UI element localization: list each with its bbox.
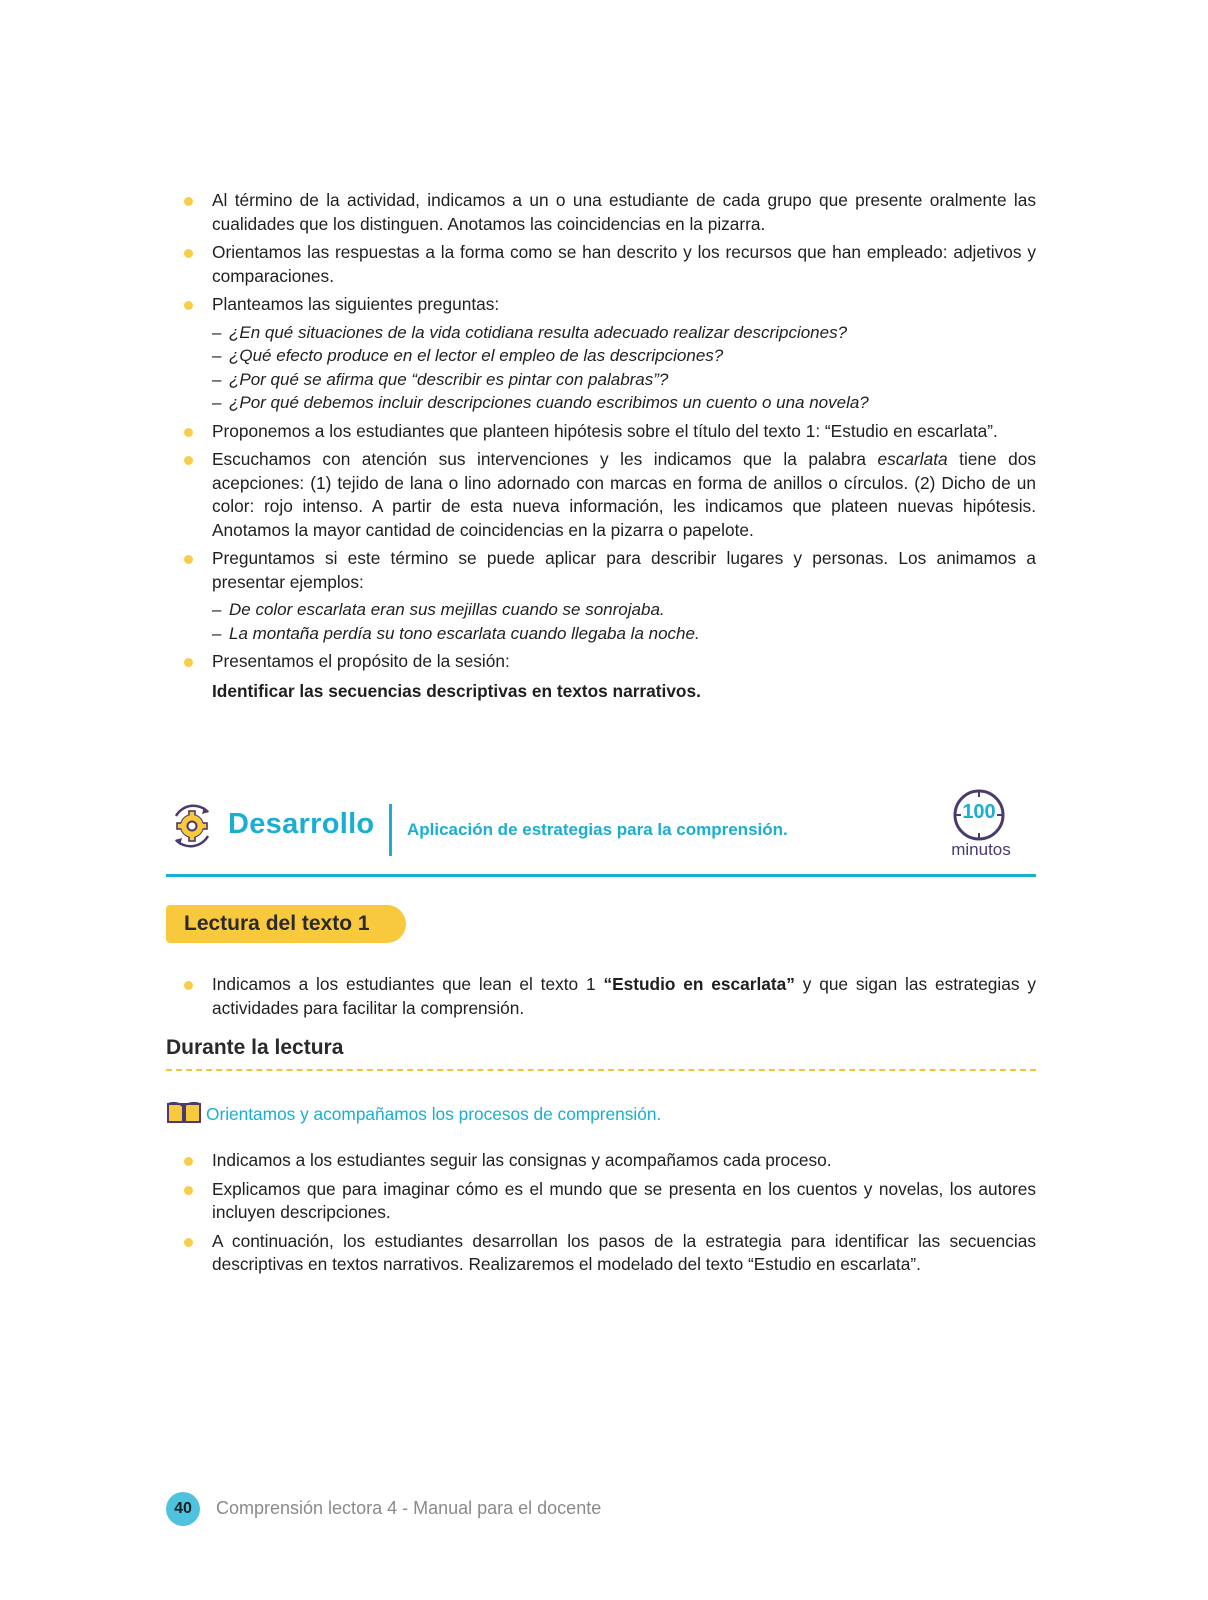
timer-unit-label: minutos [951,840,1011,859]
item-text: tiene dos acepciones: (1) tejido de lana o lino adornado con marcas en forma de anillos o círculos. (2) Dicho de un color: rojo intenso. A partir de esta nueva información, les indicamos que plateen nuevas hipótesis. Anotamos la mayor cantidad de coincidencias en la pizarra o papelote. [212,449,1036,540]
process-note-text: Orientamos y acompañamos los procesos de comprensión. [206,1104,662,1124]
example-list [212,598,1036,645]
dash-mark: – [212,623,222,643]
dashed-divider [166,1069,1036,1071]
bullet-dot-icon [184,1238,193,1247]
list-item [166,241,1036,288]
during-list [166,1149,1036,1282]
list-item [166,1178,1036,1225]
question-item [212,321,1036,345]
item-text: Escuchamos con atención sus intervenciones y les indicamos que la palabra [212,449,878,469]
item-text: Indicamos a los estudiantes que lean el texto 1 [212,974,604,994]
item-text: Orientamos las respuestas a la forma como se han descrito y los recursos que han empleado: adjetivos y comparaciones. [212,242,1036,286]
section-rule [166,874,1036,877]
section-title: Desarrollo [228,808,375,840]
question-item [212,344,1036,368]
reading-list [166,973,1036,1025]
question-text: ¿Qué efecto produce en el lector el empleo de las descripciones? [229,346,724,365]
text-title-reference: “Estudio en escarlata” [603,974,795,994]
list-item [166,547,1036,645]
item-text: A continuación, los estudiantes desarrollan los pasos de la estrategia para identificar las secuencias descriptivas en textos narrativos. Realizaremos el modelado del texto “Estudio en escarlata”. [212,1230,1036,1274]
list-item [166,973,1036,1020]
section-subtitle: Aplicación de estrategias para la comprensión. [407,820,788,839]
dash-mark: – [212,346,222,365]
gear-cycle-icon [166,800,218,852]
desarrollo-header [166,788,1036,878]
item-text: Planteamos las siguientes preguntas: [212,294,500,314]
example-text: De color escarlata eran sus mejillas cuando se sonrojaba. [229,600,665,619]
list-item [166,650,1036,703]
item-text: Presentamos el propósito de la sesión: [212,651,510,671]
item-text: Explicamos que para imaginar cómo es el mundo que se presenta en los cuentos y novelas, los autores incluyen descripciones. [212,1178,1036,1222]
bullet-dot-icon [184,658,193,667]
reading-label: Lectura del texto 1 [184,912,370,935]
bullet-dot-icon [184,249,193,258]
footer-title: Comprensión lectora 4 - Manual para el docente [216,1498,602,1518]
reading-label-pill [166,905,406,943]
question-item [212,368,1036,392]
bullet-dot-icon [184,456,193,465]
list-item [166,420,1036,444]
bullet-dot-icon [184,301,193,310]
bullet-dot-icon [184,197,193,206]
dash-mark: – [212,600,222,619]
session-purpose: Identificar las secuencias descriptivas en textos narrativos. [212,680,701,701]
dash-mark: – [212,322,222,342]
item-text: Proponemos a los estudiantes que planteen hipótesis sobre el título del texto 1: “Estudio en escarlata”. [212,420,998,441]
dash-mark: – [212,393,222,412]
item-text: Preguntamos si este término se puede aplicar para describir lugares y personas. Los animamos a presentar ejemplos: [212,548,1036,592]
page-number: 40 [166,1492,200,1526]
item-text: Al término de la actividad, indicamos a un o una estudiante de cada grupo que presente oralmente las cualidades que los distinguen. Anotamos las coincidencias en la pizarra. [212,190,1036,234]
question-text: ¿En qué situaciones de la vida cotidiana resulta adecuado realizar descripciones? [229,322,848,342]
list-item [166,448,1036,542]
list-item [166,1149,1036,1173]
title-divider [389,804,392,856]
list-item [166,293,1036,415]
list-item [166,189,1036,236]
bullet-dot-icon [184,428,193,437]
bullet-dot-icon [184,555,193,564]
question-list [212,321,1036,415]
open-book-icon [166,1101,202,1125]
question-text: ¿Por qué se afirma que “describir es pintar con palabras”? [229,369,669,389]
example-text: La montaña perdía su tono escarlata cuando llegaba la noche. [229,623,700,643]
bullet-dot-icon [184,1186,193,1195]
bullet-dot-icon [184,981,193,990]
example-item [212,622,1036,646]
bullet-dot-icon [184,1157,193,1166]
item-text: Indicamos a los estudiantes seguir las consignas y acompañamos cada proceso. [212,1150,832,1170]
timer-minutes: 100 [962,801,996,823]
intro-list [166,189,1036,708]
item-text: y que sigan las estrategias y actividades para facilitar la comprensión. [212,974,1036,1018]
durante-heading: Durante la lectura [166,1036,344,1059]
list-item [166,1230,1036,1277]
dash-mark: – [212,369,222,389]
example-item [212,598,1036,622]
question-text: ¿Por qué debemos incluir descripciones cuando escribimos un cuento o una novela? [229,393,869,412]
question-item [212,391,1036,415]
emphasis-word: escarlata [877,449,948,469]
